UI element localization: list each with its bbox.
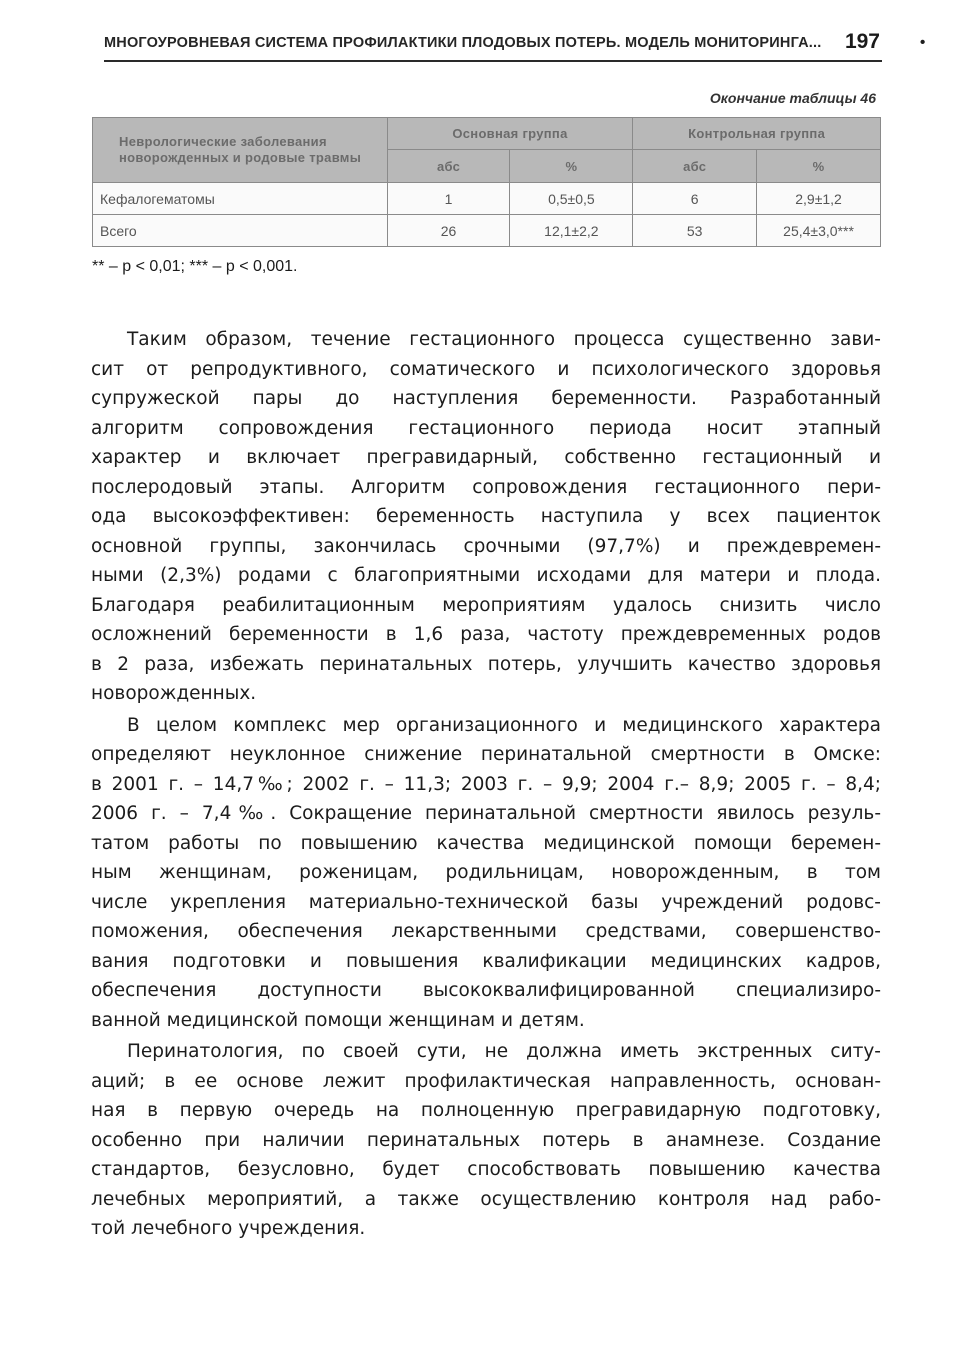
paragraph [91, 325, 881, 709]
text-line: 2006 г. – 7,4‰. Сокращение перинатальной смертности явилось резуль- [91, 803, 881, 824]
text-line: основной группы, закончилась срочными (97,7%) и преждевремен- [91, 535, 881, 557]
text-line: татом работы по повышению качества медицинской помощи беремен- [91, 832, 881, 854]
row-label: Кефалогематомы [93, 183, 388, 215]
text-line: в 2 раза, избежать перинатальных потерь, улучшить качество здоровья [91, 653, 881, 675]
text-line: Таким образом, течение гестационного процесса существенно зави- [127, 329, 881, 350]
text-line: алгоритм сопровождения гестационного периода носит этапный [91, 417, 881, 439]
text-line: Перинатология, по своей сути, не должна иметь экстренных ситу- [127, 1041, 881, 1062]
control-abs-cell: 53 [633, 215, 757, 247]
header-separator: • [920, 34, 926, 51]
text-line: супружеской пары до наступления беременности. Разработанный [91, 388, 881, 409]
main-pct-cell: 0,5±0,5 [510, 183, 633, 215]
control-abs-header: абс [633, 150, 757, 183]
table-header-row [93, 118, 881, 150]
table-row [93, 183, 881, 215]
text-line: ным женщинам, роженицам, родильницам, новорожденным, в том [91, 862, 881, 883]
main-abs-cell: 26 [387, 215, 510, 247]
control-pct-cell: 25,4±3,0*** [757, 215, 881, 247]
paragraph [91, 1037, 881, 1244]
group-main-header: Основная группа [387, 118, 633, 150]
text-line: В целом комплекс мер организационного и медицинского характера [127, 714, 881, 736]
text-line: осложнений беременности в 1,6 раза, частоту преждевременных родов [91, 624, 881, 645]
row-label: Всего [93, 215, 388, 247]
text-line: Благодаря реабилитационным мероприятиям удалось снизить число [91, 594, 881, 616]
text-line: новорожденных. [91, 683, 257, 704]
row-header-cell: Неврологические заболевания новорожденных и родовые травмы [93, 118, 388, 183]
text-line: сит от репродуктивного, соматического и психологического здоровья [91, 358, 881, 380]
text-line: вания подготовки и повышения квалификации медицинских кадров, [91, 950, 881, 972]
text-line: особенно при наличии перинатальных потерь в анамнезе. Создание [91, 1129, 881, 1151]
control-pct-cell: 2,9±1,2 [757, 183, 881, 215]
main-abs-cell: 1 [387, 183, 510, 215]
paragraph [91, 711, 881, 1036]
text-line: характер и включает прегравидарный, собственно гестационный и [91, 447, 881, 468]
page-number: 197 [844, 30, 880, 53]
text-line: ванной медицинской помощи женщинам и детям. [91, 1009, 585, 1031]
control-abs-cell: 6 [633, 183, 757, 215]
text-line: поможения, обеспечения лекарственными средствами, совершенство- [91, 921, 881, 942]
main-abs-header: абс [387, 150, 510, 183]
text-line: в 2001 г. – 14,7‰; 2002 г. – 11,3; 2003 г. – 9,9; 2004 г.– 8,9; 2005 г. – 8,4; [91, 773, 881, 795]
text-line: ная в первую очередь на полноценную прегравидарную подготовку, [91, 1100, 881, 1121]
main-pct-cell: 12,1±2,2 [510, 215, 633, 247]
text-line: ода высокоэффективен: беременность наступила у всех пациенток [91, 506, 881, 527]
text-line: аций; в ее основе лежит профилактическая направленность, основан- [91, 1070, 881, 1092]
group-control-header: Контрольная группа [633, 118, 881, 150]
table-footnote: ** – p < 0,01; *** – p < 0,001. [92, 258, 298, 275]
body-text [91, 325, 881, 1246]
text-line: лечебных мероприятий, а также осуществлению контроля над рабо- [91, 1188, 881, 1210]
running-title: МНОГОУРОВНЕВАЯ СИСТЕМА ПРОФИЛАКТИКИ ПЛОДОВЫХ ПОТЕРЬ. МОДЕЛЬ МОНИТОРИНГА... [104, 35, 822, 51]
table-row [93, 215, 881, 247]
text-line: определяют неуклонное снижение перинатальной смертности в Омске: [91, 744, 881, 765]
text-line: обеспечения доступности высококвалифицированной специализиро- [91, 980, 881, 1001]
control-pct-header: % [757, 150, 881, 183]
text-line: той лечебного учреждения. [91, 1218, 366, 1239]
text-line: числе укрепления материально-технической базы учреждений родовс- [91, 891, 881, 913]
table-caption: Окончание таблицы 46 [709, 90, 876, 106]
text-line: послеродовый этапы. Алгоритм сопровождения гестационного пери- [91, 476, 881, 498]
text-line: ными (2,3%) родами с благоприятными исходами для матери и плода. [91, 565, 881, 586]
running-header [104, 30, 926, 62]
main-pct-header: % [510, 150, 633, 183]
text-line: стандартов, безусловно, будет способствовать повышению качества [91, 1159, 881, 1180]
data-table [92, 117, 881, 247]
